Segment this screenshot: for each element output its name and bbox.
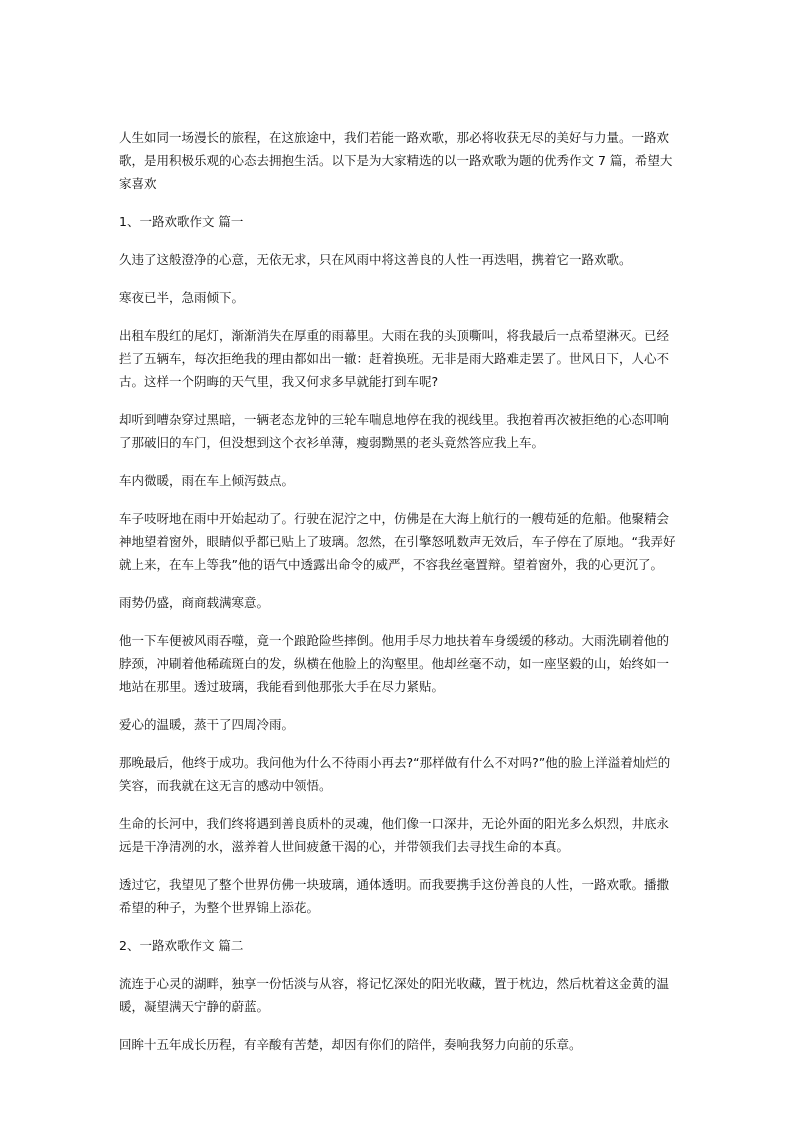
- article-1-paragraph: 他一下车便被风雨吞噬，竟一个踉跄险些摔倒。他用手尽力地扶着车身缓缓的移动。大雨洗刷着他的脖颈，冲刷着他稀疏斑白的发，纵横在他脸上的沟壑里。他却丝毫不动，如一座坚毅的山，始终如一地站在那里。透过玻璃，我能看到他那张大手在尽力紧贴。: [119, 633, 670, 694]
- article-2-heading: 2、一路欢歌作文 篇二: [119, 938, 244, 953]
- article-1-heading: 1、一路欢歌作文 篇一: [119, 214, 244, 229]
- article-1-paragraph: 那晚最后，他终于成功。我问他为什么不待雨小再去?“那样做有什么不对吗?”他的脸上洋溢着灿烂的笑容，而我就在这无言的感动中领悟。: [119, 755, 671, 793]
- article-1-paragraph: 久违了这般澄净的心意，无依无求，只在风雨中将这善良的人性一再迭唱，携着它一路欢歌。: [119, 252, 632, 267]
- document-page: [119, 126, 679, 1071]
- article-1-paragraph: 车内微暖，雨在车上倾泻鼓点。: [119, 473, 295, 488]
- article-1-paragraph: 出租车殷红的尾灯，渐渐消失在厚重的雨幕里。大雨在我的头顶嘶叫，将我最后一点希望淋灭。已经拦了五辆车，每次拒绝我的理由都如出一辙：赶着换班。无非是雨大路难走罢了。世风日下，人心不古。这样一个阴晦的天气里，我又何求多早就能打到车呢?: [119, 328, 670, 389]
- article-2-paragraph: 流连于心灵的湖畔，独享一份恬淡与从容，将记忆深处的阳光收藏，置于枕边，然后枕着这金黄的温暖，凝望满天宁静的蔚蓝。: [119, 976, 670, 1014]
- article-1-paragraph: 雨势仍盛，商商载满寒意。: [119, 595, 270, 610]
- article-1-paragraph: 爱心的温暖，蒸干了四周冷雨。: [119, 717, 295, 732]
- article-1-paragraph: 车子吱呀地在雨中开始起动了。行驶在泥泞之中，仿佛是在大海上航行的一艘苟延的危船。他聚精会神地望着窗外，眼睛似乎都已贴上了玻璃。忽然，在引擎怒吼数声无效后，车子停在了原地。“我弄好就上来，在车上等我”他的语气中透露出命令的威严，不容我丝毫置辩。望着窗外，我的心更沉了。: [119, 511, 676, 572]
- article-1-paragraph: 透过它，我望见了整个世界仿佛一块玻璃，通体透明。而我要携手这份善良的人性，一路欢歌。播撒希望的种子，为整个世界锦上添花。: [119, 877, 670, 915]
- intro-paragraph: 人生如同一场漫长的旅程，在这旅途中，我们若能一路欢歌，那必将收获无尽的美好与力量。一路欢歌，是用积极乐观的心态去拥抱生活。以下是为大家精选的以一路欢歌为题的优秀作文 7 篇，希望大家喜欢: [119, 130, 673, 191]
- article-1-paragraph: 生命的长河中，我们终将遇到善良质朴的灵魂，他们像一口深井，无论外面的阳光多么炽烈，井底永远是干净清冽的水，滋养着人世间疲惫干渴的心，并带领我们去寻找生命的本真。: [119, 816, 670, 854]
- article-1-paragraph: 寒夜已半，急雨倾下。: [119, 290, 245, 305]
- article-2-paragraph: 回眸十五年成长历程，有辛酸有苦楚，却因有你们的陪伴，奏响我努力向前的乐章。: [119, 1037, 582, 1052]
- article-1-paragraph: 却听到嘈杂穿过黑暗，一辆老态龙钟的三轮车喘息地停在我的视线里。我抱着再次被拒绝的心态叩响了那破旧的车门，但没想到这个衣衫单薄，瘦弱黝黑的老头竟然答应我上车。: [119, 412, 670, 450]
